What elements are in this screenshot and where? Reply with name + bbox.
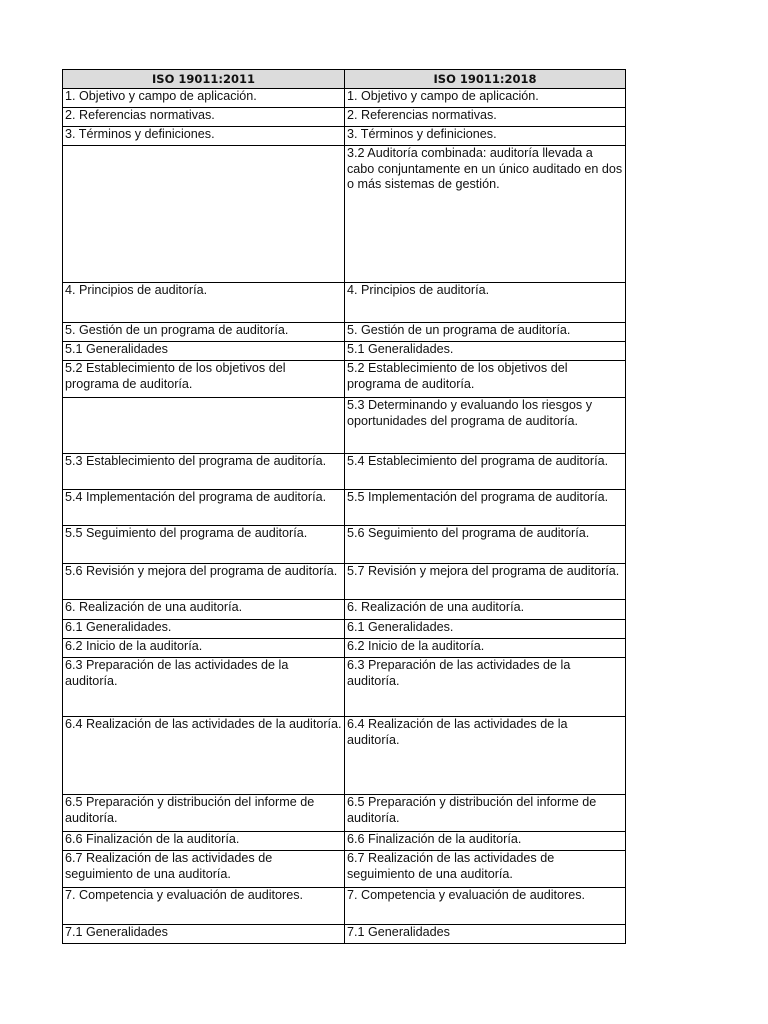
cell-iso-2018: 7. Competencia y evaluación de auditores. bbox=[345, 888, 626, 925]
cell-iso-2018: 1. Objetivo y campo de aplicación. bbox=[345, 89, 626, 108]
table-row bbox=[63, 888, 626, 925]
table-row bbox=[63, 361, 626, 398]
cell-iso-2018: 5.3 Determinando y evaluando los riesgos y oportunidades del programa de auditoría. bbox=[345, 398, 626, 454]
cell-iso-2011: 5.6 Revisión y mejora del programa de auditoría. bbox=[63, 564, 345, 600]
table-row bbox=[63, 108, 626, 127]
cell-iso-2011 bbox=[63, 146, 345, 283]
table-row bbox=[63, 639, 626, 658]
cell-iso-2018: 7.1 Generalidades bbox=[345, 925, 626, 944]
cell-iso-2018: 3.2 Auditoría combinada: auditoría llevada a cabo conjuntamente en un único auditado en dos o más sistemas de gestión. bbox=[345, 146, 626, 283]
cell-iso-2018: 5.1 Generalidades. bbox=[345, 342, 626, 361]
table-row bbox=[63, 832, 626, 851]
comparison-table bbox=[62, 69, 626, 944]
table-row bbox=[63, 925, 626, 944]
cell-iso-2011: 1. Objetivo y campo de aplicación. bbox=[63, 89, 345, 108]
cell-iso-2018: 6.5 Preparación y distribución del informe de auditoría. bbox=[345, 795, 626, 832]
column-header-2018: ISO 19011:2018 bbox=[345, 70, 626, 89]
cell-iso-2011: 5.4 Implementación del programa de auditoría. bbox=[63, 490, 345, 526]
cell-iso-2018: 3. Términos y definiciones. bbox=[345, 127, 626, 146]
cell-iso-2011: 2. Referencias normativas. bbox=[63, 108, 345, 127]
cell-iso-2018: 6.1 Generalidades. bbox=[345, 620, 626, 639]
table-row bbox=[63, 146, 626, 283]
cell-iso-2018: 5.5 Implementación del programa de auditoría. bbox=[345, 490, 626, 526]
cell-iso-2011: 7. Competencia y evaluación de auditores. bbox=[63, 888, 345, 925]
cell-iso-2011: 6.7 Realización de las actividades de seguimiento de una auditoría. bbox=[63, 851, 345, 888]
cell-iso-2018: 6.3 Preparación de las actividades de la auditoría. bbox=[345, 658, 626, 717]
cell-iso-2011: 3. Términos y definiciones. bbox=[63, 127, 345, 146]
table-row bbox=[63, 398, 626, 454]
cell-iso-2018: 6.7 Realización de las actividades de seguimiento de una auditoría. bbox=[345, 851, 626, 888]
cell-iso-2018: 6.6 Finalización de la auditoría. bbox=[345, 832, 626, 851]
cell-iso-2011: 6.5 Preparación y distribución del informe de auditoría. bbox=[63, 795, 345, 832]
cell-iso-2011: 6.3 Preparación de las actividades de la auditoría. bbox=[63, 658, 345, 717]
cell-iso-2011: 6.2 Inicio de la auditoría. bbox=[63, 639, 345, 658]
table-row bbox=[63, 127, 626, 146]
table-row bbox=[63, 600, 626, 620]
cell-iso-2011: 4. Principios de auditoría. bbox=[63, 283, 345, 323]
table-header-row bbox=[63, 70, 626, 89]
table-row bbox=[63, 658, 626, 717]
table-row bbox=[63, 323, 626, 342]
table-row bbox=[63, 564, 626, 600]
table-row bbox=[63, 851, 626, 888]
cell-iso-2018: 5. Gestión de un programa de auditoría. bbox=[345, 323, 626, 342]
cell-iso-2011: 5.3 Establecimiento del programa de auditoría. bbox=[63, 454, 345, 490]
cell-iso-2011 bbox=[63, 398, 345, 454]
cell-iso-2018: 4. Principios de auditoría. bbox=[345, 283, 626, 323]
cell-iso-2011: 5.1 Generalidades bbox=[63, 342, 345, 361]
table-row bbox=[63, 717, 626, 795]
table-row bbox=[63, 454, 626, 490]
cell-iso-2011: 5.5 Seguimiento del programa de auditoría. bbox=[63, 526, 345, 564]
cell-iso-2011: 6.1 Generalidades. bbox=[63, 620, 345, 639]
cell-iso-2018: 5.4 Establecimiento del programa de auditoría. bbox=[345, 454, 626, 490]
table-row bbox=[63, 795, 626, 832]
cell-iso-2018: 6.4 Realización de las actividades de la auditoría. bbox=[345, 717, 626, 795]
column-header-2011: ISO 19011:2011 bbox=[63, 70, 345, 89]
cell-iso-2018: 5.7 Revisión y mejora del programa de auditoría. bbox=[345, 564, 626, 600]
cell-iso-2018: 5.2 Establecimiento de los objetivos del programa de auditoría. bbox=[345, 361, 626, 398]
table-row bbox=[63, 620, 626, 639]
cell-iso-2018: 2. Referencias normativas. bbox=[345, 108, 626, 127]
table-row bbox=[63, 283, 626, 323]
cell-iso-2011: 6.4 Realización de las actividades de la auditoría. bbox=[63, 717, 345, 795]
cell-iso-2018: 6. Realización de una auditoría. bbox=[345, 600, 626, 620]
table-row bbox=[63, 526, 626, 564]
cell-iso-2011: 5. Gestión de un programa de auditoría. bbox=[63, 323, 345, 342]
table-row bbox=[63, 89, 626, 108]
cell-iso-2011: 6. Realización de una auditoría. bbox=[63, 600, 345, 620]
cell-iso-2018: 6.2 Inicio de la auditoría. bbox=[345, 639, 626, 658]
cell-iso-2011: 7.1 Generalidades bbox=[63, 925, 345, 944]
cell-iso-2018: 5.6 Seguimiento del programa de auditoría. bbox=[345, 526, 626, 564]
table-row bbox=[63, 342, 626, 361]
table-body bbox=[63, 89, 626, 944]
cell-iso-2011: 5.2 Establecimiento de los objetivos del programa de auditoría. bbox=[63, 361, 345, 398]
cell-iso-2011: 6.6 Finalización de la auditoría. bbox=[63, 832, 345, 851]
table-row bbox=[63, 490, 626, 526]
